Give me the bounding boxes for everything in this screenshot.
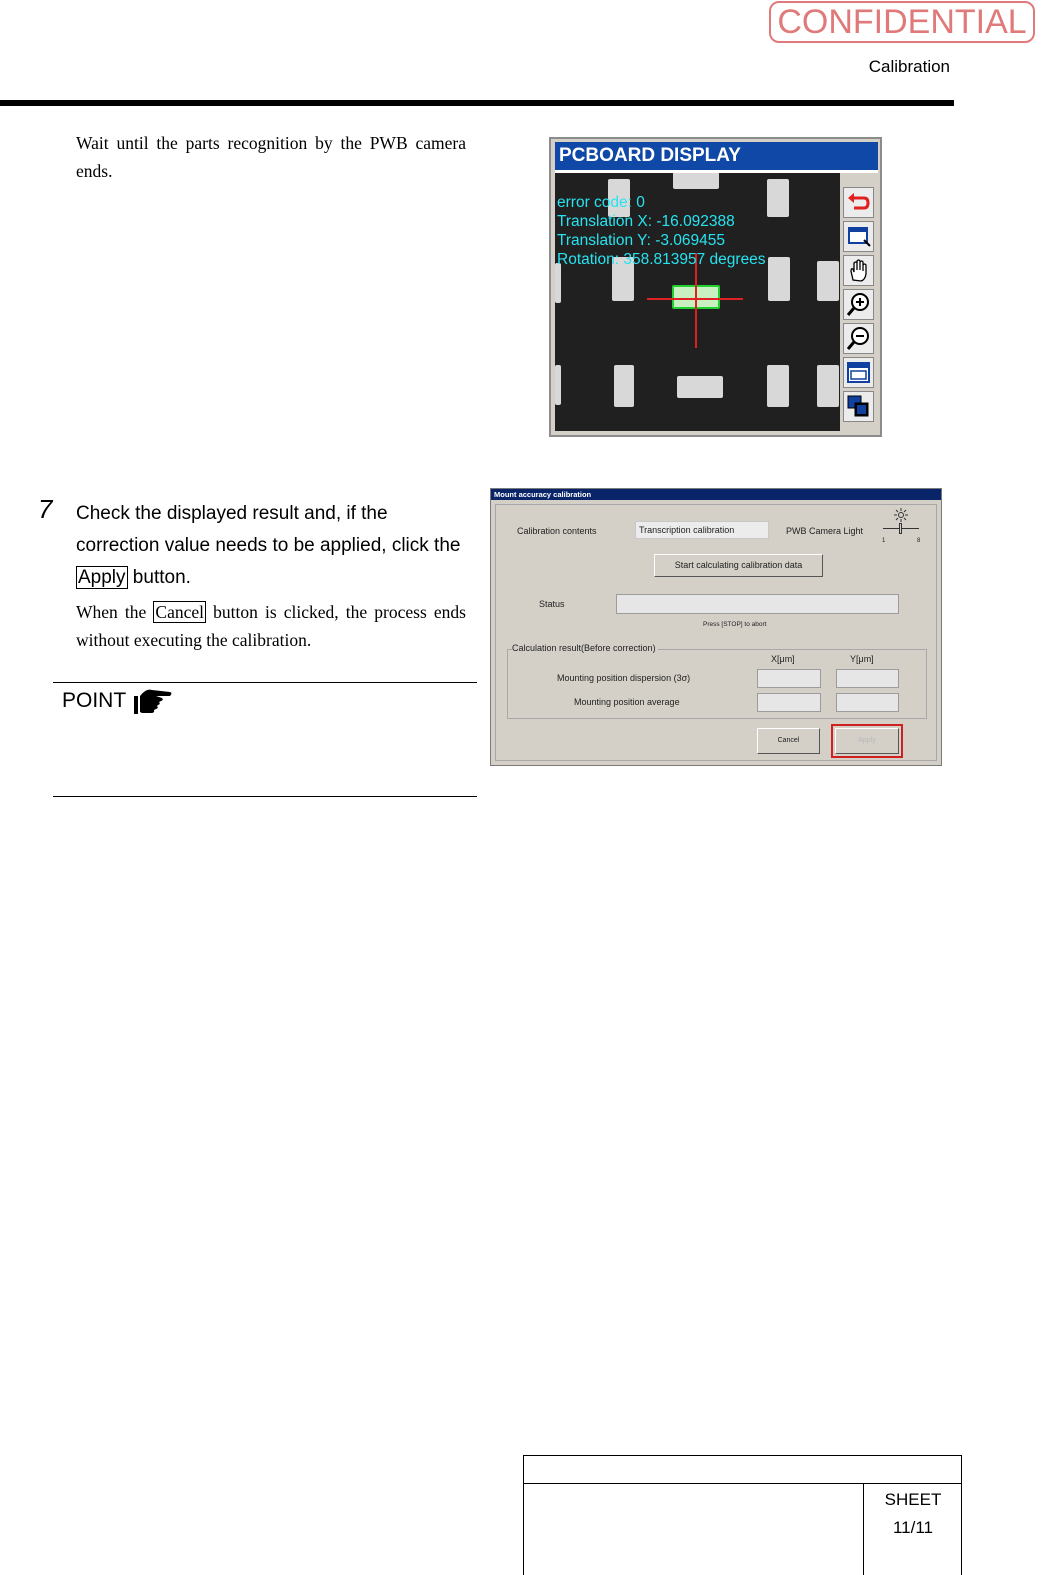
light-slider[interactable] bbox=[883, 523, 919, 535]
status-label: Status bbox=[539, 599, 565, 609]
footer-table bbox=[523, 1455, 962, 1575]
zoom-out-icon[interactable] bbox=[843, 323, 874, 354]
hand-pan-icon[interactable] bbox=[843, 255, 874, 286]
dispersion-y-field bbox=[836, 669, 899, 688]
pointing-hand-icon bbox=[132, 686, 174, 721]
y-header: Y[μm] bbox=[850, 654, 874, 664]
sheet-label: SHEET bbox=[884, 1490, 942, 1509]
status-field bbox=[616, 594, 899, 614]
dialog-title: Mount accuracy calibration bbox=[491, 489, 941, 500]
window-icon[interactable] bbox=[843, 357, 874, 388]
footer-divider bbox=[523, 1483, 962, 1484]
calibration-contents-field: Transcription calibration bbox=[635, 521, 769, 539]
mount-accuracy-calibration-dialog bbox=[490, 488, 942, 766]
overlay-translation-y: Translation Y: -3.069455 bbox=[557, 232, 726, 249]
start-calculating-button[interactable]: Start calculating calibration data bbox=[654, 554, 823, 577]
average-x-field bbox=[757, 693, 821, 712]
camera-view bbox=[555, 173, 840, 431]
cancel-key-label: Cancel bbox=[155, 602, 205, 622]
overlap-icon[interactable] bbox=[843, 391, 874, 422]
calculation-result-label: Calculation result(Before correction) bbox=[512, 643, 656, 653]
section-title: Calibration bbox=[868, 57, 950, 76]
step-instruction: Check the displayed result and, if the correction value needs to be applied, click the Apply button. bbox=[76, 503, 461, 588]
average-label: Mounting position average bbox=[574, 697, 680, 707]
cancel-button[interactable]: Cancel bbox=[757, 728, 820, 754]
overlay-rotation: Rotation: 358.813957 degrees bbox=[557, 251, 766, 268]
confidential-stamp: CONFIDENTIAL bbox=[769, 1, 1035, 43]
overlay-error-code: error code: 0 bbox=[557, 194, 645, 211]
header-rule bbox=[0, 100, 954, 106]
pcboard-display-window bbox=[549, 137, 882, 437]
pcboard-display-title: PCBOARD DISPLAY bbox=[555, 142, 878, 170]
pwb-camera-light-label: PWB Camera Light bbox=[786, 526, 864, 536]
cancel-note: When the Cancel button is clicked, the process ends without executing the calibration. bbox=[76, 602, 466, 650]
point-rule-bottom bbox=[53, 796, 477, 797]
sun-icon bbox=[894, 508, 908, 524]
x-header: X[μm] bbox=[771, 654, 795, 664]
calibration-contents-label: Calibration contents bbox=[517, 526, 597, 536]
dispersion-label: Mounting position dispersion (3σ) bbox=[557, 673, 691, 683]
dialog-panel bbox=[495, 504, 937, 761]
pcboard-toolbar bbox=[841, 173, 878, 431]
zoom-in-icon[interactable] bbox=[843, 289, 874, 320]
point-label: POINT bbox=[62, 689, 127, 712]
stop-hint: Press [STOP] to abort bbox=[703, 621, 767, 628]
apply-key-label: Apply bbox=[78, 567, 126, 588]
overlay-translation-x: Translation X: -16.092388 bbox=[557, 213, 735, 230]
slider-max: 8 bbox=[917, 538, 921, 544]
dispersion-x-field bbox=[757, 669, 821, 688]
average-y-field bbox=[836, 693, 899, 712]
point-rule-top bbox=[53, 682, 477, 683]
fit-view-icon[interactable] bbox=[843, 221, 874, 252]
wait-instruction: Wait until the parts recognition by the PWB camera ends. bbox=[76, 133, 466, 181]
apply-button[interactable]: Apply bbox=[835, 728, 899, 754]
undo-icon[interactable] bbox=[843, 187, 874, 218]
step-number: 7 bbox=[38, 494, 53, 524]
slider-min: 1 bbox=[882, 538, 886, 544]
sheet-number: 11/11 bbox=[892, 1518, 934, 1537]
